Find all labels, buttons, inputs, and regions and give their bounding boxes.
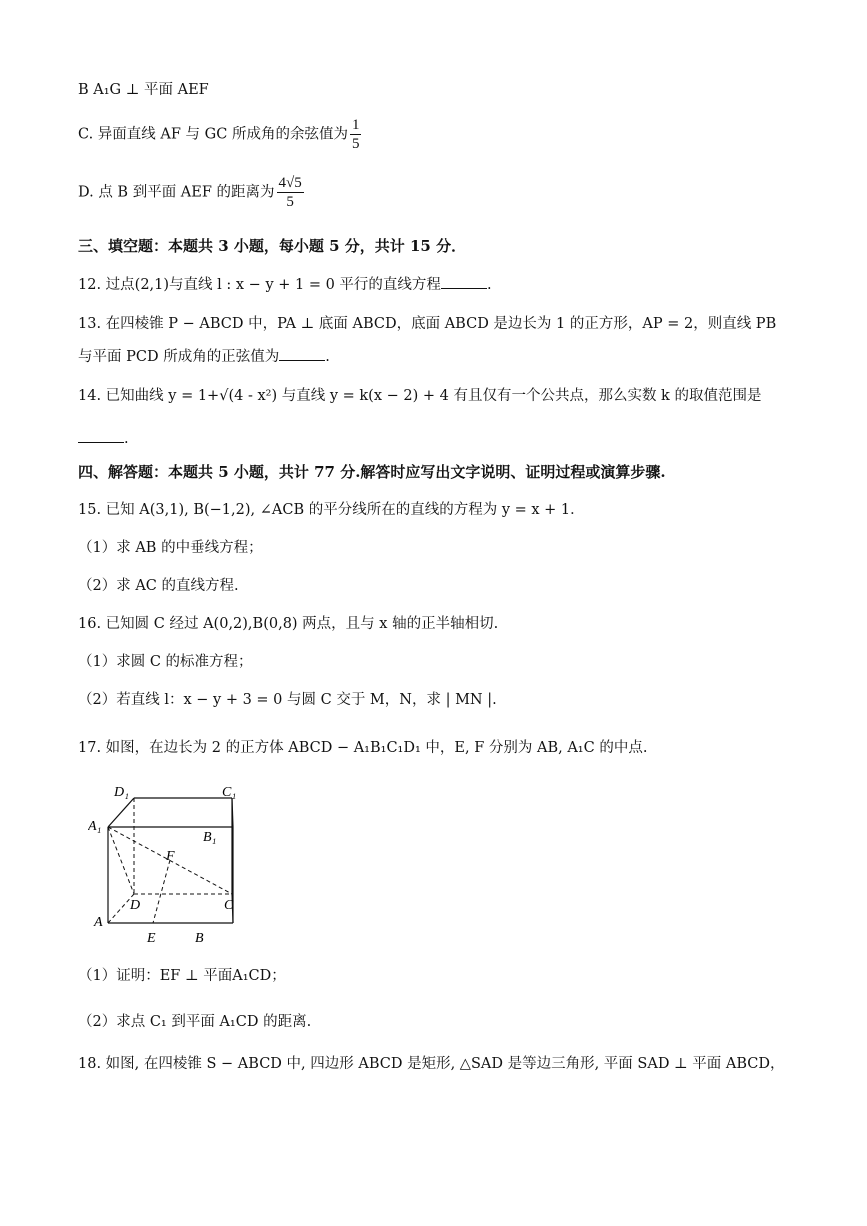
question-15-part-2: （2）求 AC 的直线方程. — [78, 578, 239, 594]
question-16: 16. 已知圆 C 经过 A(0,2),B(0,8) 两点，且与 x 轴的正半轴相切. — [78, 616, 499, 632]
answer-blank — [78, 428, 124, 443]
segment-ef — [153, 860, 170, 923]
question-16-part-1: （1）求圆 C 的标准方程； — [78, 654, 253, 670]
segment-a1d — [108, 827, 134, 894]
section-4-heading: 四、解答题：本题共 5 小题，共计 77 分.解答时应写出文字说明、证明过程或演算步骤. — [78, 463, 666, 481]
question-17-part-2: （2）求点 C₁ 到平面 A₁CD 的距离. — [78, 1014, 312, 1030]
question-13-text: 与平面 PCD 所成角的正弦值为 — [78, 349, 280, 365]
question-17-part-1: （1）证明：EF ⊥ 平面A₁CD； — [78, 968, 286, 984]
edge-a1d1 — [108, 798, 134, 827]
question-18: 18. 如图, 在四棱锥 S − ABCD 中, 四边形 ABCD 是矩形, △SAD 是等边三角形, 平面 SAD ⊥ 平面 ABCD， — [78, 1056, 785, 1072]
label-a: A — [94, 915, 103, 930]
label-d: D — [130, 898, 141, 913]
label-b1: B₁ — [203, 830, 217, 845]
section-3-heading: 三、填空题：本题共 3 小题，每小题 5 分，共计 15 分． — [78, 237, 467, 255]
question-13-cont — [78, 346, 330, 367]
option-d — [78, 174, 306, 211]
label-c: C — [224, 898, 234, 913]
label-f: F — [166, 849, 175, 864]
question-17: 17. 如图，在边长为 2 的正方体 ABCD − A₁B₁C₁D₁ 中，E, F 分别为 AB, A₁C 的中点. — [78, 740, 648, 756]
label-d1: D₁ — [114, 785, 129, 800]
answer-blank — [279, 346, 325, 361]
question-16-part-2: （2）若直线 l：x − y + 3 = 0 与圆 C 交于 M，N，求 | MN |. — [78, 692, 497, 708]
option-b: B A₁G ⊥ 平面 AEF — [78, 82, 209, 98]
question-13: 13. 在四棱锥 P − ABCD 中，PA ⊥ 底面 ABCD，底面 ABCD 是边长为 1 的正方形，AP = 2，则直线 PB — [78, 316, 777, 332]
question-12-text: 12. 过点(2,1)与直线 l : x − y + 1 = 0 平行的直线方程 — [78, 277, 441, 293]
option-d-text: D. 点 B 到平面 AEF 的距离为 — [78, 184, 275, 201]
label-b: B — [195, 931, 204, 946]
fraction-numerator: 1 — [351, 117, 360, 133]
answer-blank — [441, 274, 487, 289]
question-14: 14. 已知曲线 y = 1+√(4 - x²) 与直线 y = k(x − 2) + 4 有且仅有一个公共点，那么实数 k 的取值范围是 — [78, 388, 762, 404]
label-e: E — [147, 931, 156, 946]
label-a1: A₁ — [88, 819, 102, 834]
fraction-denominator: 5 — [286, 194, 294, 210]
question-15-part-1: （1）求 AB 的中垂线方程； — [78, 540, 263, 556]
question-15: 15. 已知 A(3,1), B(−1,2), ∠ACB 的平分线所在的直线的方程为 y = x + 1． — [78, 502, 585, 518]
cube-figure — [88, 783, 248, 953]
question-14-end: . — [124, 431, 129, 447]
fraction-denominator: 5 — [351, 136, 360, 152]
option-d-fraction — [277, 174, 304, 211]
fraction-numerator: 4√5 — [278, 175, 302, 191]
question-12 — [78, 274, 492, 295]
question-13-end: . — [325, 349, 330, 365]
option-c-fraction — [350, 116, 362, 153]
question-14-cont — [78, 428, 129, 449]
label-c1: C₁ — [222, 785, 237, 800]
option-c — [78, 116, 363, 153]
question-12-end: . — [486, 277, 492, 293]
option-c-text: C. 异面直线 AF 与 GC 所成角的余弦值为 — [78, 126, 348, 143]
